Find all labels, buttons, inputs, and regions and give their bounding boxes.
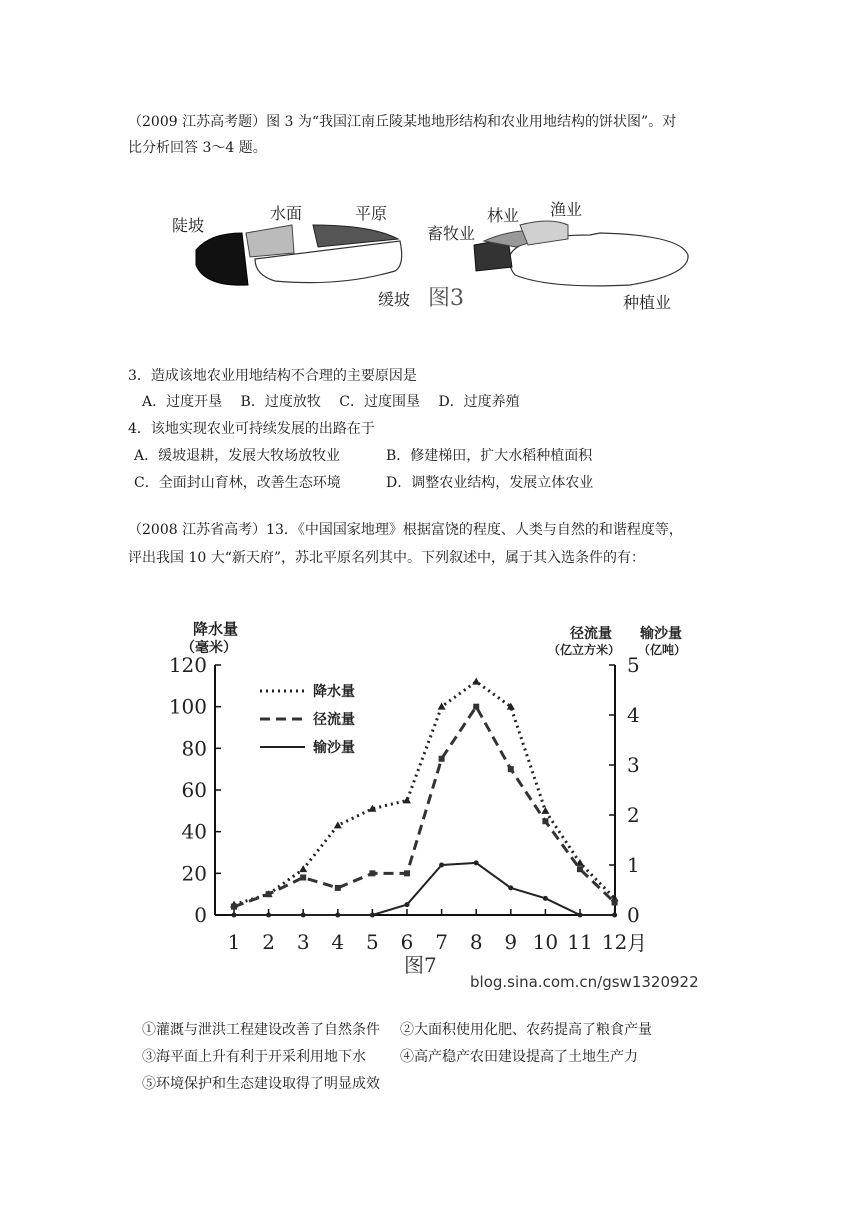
slice-steep-slope — [196, 233, 248, 285]
right-axis-title-sediment-2: （亿吨） — [638, 643, 687, 657]
right-tick-label: 2 — [627, 803, 640, 827]
fig7-caption: 图7 — [404, 953, 437, 977]
x-tick-label: 4 — [331, 930, 345, 954]
series-line-1 — [234, 682, 615, 905]
data-point — [266, 891, 272, 897]
data-point — [300, 875, 306, 881]
data-point — [370, 913, 375, 918]
statement-5: ⑤环境保护和生态建设取得了明显成效 — [142, 1076, 380, 1092]
x-tick-label: 8 — [469, 930, 483, 954]
series-line-2 — [234, 707, 615, 907]
x-tick-label: 9 — [504, 930, 518, 954]
data-point — [405, 902, 410, 907]
right-axis-title-runoff-2: （亿立方米） — [548, 643, 621, 657]
fig3-caption: 图3 — [428, 286, 464, 311]
chart-series — [230, 678, 619, 918]
terrain-pie — [196, 225, 402, 285]
label-forestry: 林业 — [487, 206, 520, 225]
x-axis-unit: 月 — [627, 931, 647, 955]
q4-option-b: B．修建梯田，扩大水稻种植面积 — [386, 448, 593, 464]
data-point — [543, 896, 548, 901]
label-plain: 平原 — [355, 204, 388, 223]
watermark: blog.sina.com.cn/gsw1320922 — [470, 973, 699, 991]
left-tick-label: 60 — [181, 778, 207, 802]
right-axis-title-sediment-1: 输沙量 — [640, 626, 682, 642]
data-point — [404, 870, 410, 876]
q4-option-a: A．缓坡退耕，发展大牧场放牧业 — [134, 448, 341, 464]
q13-line1: （2008 江苏省高考）13．《中国国家地理》根据富饶的程度、人类与自然的和谐程度等， — [128, 522, 683, 538]
data-point — [612, 913, 617, 918]
data-point — [439, 863, 444, 868]
x-tick-label: 6 — [400, 930, 414, 954]
q13-line2: 评出我国 10 大“新天府”，苏北平原名列其中。下列叙述中，属于其入选条件的有： — [128, 550, 646, 566]
series-line-3 — [234, 863, 615, 915]
data-point — [472, 678, 480, 685]
agriculture-pie — [474, 221, 688, 286]
statement-1: ①灌溉与泄洪工程建设改善了自然条件 — [142, 1022, 380, 1038]
right-tick-label: 3 — [627, 753, 640, 777]
x-tick-label: 12 — [601, 930, 628, 954]
data-point — [299, 865, 307, 872]
legend-label: 输沙量 — [313, 740, 355, 756]
statement-3: ③海平面上升有利于开采利用地下水 — [142, 1049, 366, 1065]
x-tick-label: 3 — [296, 930, 310, 954]
label-fishery: 渔业 — [550, 200, 583, 219]
data-point — [232, 913, 237, 918]
q4-option-c: C．全面封山育林，改善生态环境 — [134, 475, 341, 491]
data-point — [439, 756, 445, 762]
x-tick-label: 1 — [227, 930, 241, 954]
q1-intro-line1: （2009 江苏高考题）图 3 为“我国江南丘陵某地地形结构和农业用地结构的饼状图”。对 — [128, 114, 677, 130]
left-tick-label: 100 — [168, 694, 207, 719]
x-tick-label: 5 — [366, 930, 379, 954]
data-point — [508, 766, 514, 772]
data-point — [369, 870, 375, 876]
q4-option-d: D．调整农业结构，发展立体农业 — [386, 475, 594, 491]
x-tick-label: 10 — [532, 930, 559, 954]
data-point — [231, 904, 237, 910]
slice-water — [246, 225, 294, 257]
right-tick-label: 1 — [627, 853, 640, 877]
legend-label: 径流量 — [313, 712, 355, 728]
data-point — [541, 807, 549, 814]
legend-label: 降水量 — [313, 684, 355, 700]
left-axis-title-2: （毫米） — [181, 640, 237, 656]
right-tick-label: 4 — [627, 703, 640, 727]
label-steep: 陡坡 — [172, 216, 205, 235]
chart-legend — [260, 683, 355, 756]
left-tick-label: 0 — [194, 903, 207, 927]
left-tick-label: 20 — [181, 861, 207, 886]
label-gentle: 缓坡 — [378, 290, 411, 309]
data-point — [474, 860, 479, 865]
label-crops: 种植业 — [623, 293, 672, 312]
data-point — [473, 704, 479, 710]
q3-stem: 3．造成该地农业用地结构不合理的主要原因是 — [128, 368, 417, 384]
data-point — [542, 818, 548, 824]
left-tick-label: 40 — [181, 819, 207, 844]
statement-2: ②大面积使用化肥、农药提高了粮食产量 — [400, 1022, 652, 1038]
statement-4: ④高产稳产农田建设提高了土地生产力 — [400, 1049, 638, 1065]
label-water: 水面 — [270, 204, 303, 223]
data-point — [612, 900, 618, 906]
figure-7-chart — [0, 600, 860, 1000]
right-axis-title-runoff-1: 径流量 — [570, 626, 612, 642]
data-point — [266, 913, 271, 918]
left-tick-label: 80 — [181, 736, 207, 761]
right-tick-label: 5 — [627, 653, 640, 677]
data-point — [335, 885, 341, 891]
data-point — [577, 866, 583, 872]
x-tick-label: 2 — [262, 930, 275, 954]
x-tick-label: 7 — [435, 930, 448, 954]
data-point — [301, 913, 306, 918]
data-point — [335, 913, 340, 918]
q3-options: A．过度开垦 B．过度放牧 C．过度围垦 D．过度养殖 — [142, 394, 520, 410]
left-axis-title-1: 降水量 — [193, 620, 239, 638]
x-tick-label: 11 — [567, 930, 593, 954]
left-tick-label: 120 — [168, 653, 207, 677]
data-point — [578, 913, 583, 918]
q4-stem: 4．该地实现农业可持续发展的出路在于 — [128, 421, 375, 437]
right-tick-label: 0 — [627, 903, 640, 927]
data-point — [508, 885, 513, 890]
figure-3-pies — [0, 195, 860, 345]
label-husbandry: 畜牧业 — [427, 224, 476, 243]
q1-intro-line2: 比分析回答 3～4 题。 — [128, 140, 267, 156]
